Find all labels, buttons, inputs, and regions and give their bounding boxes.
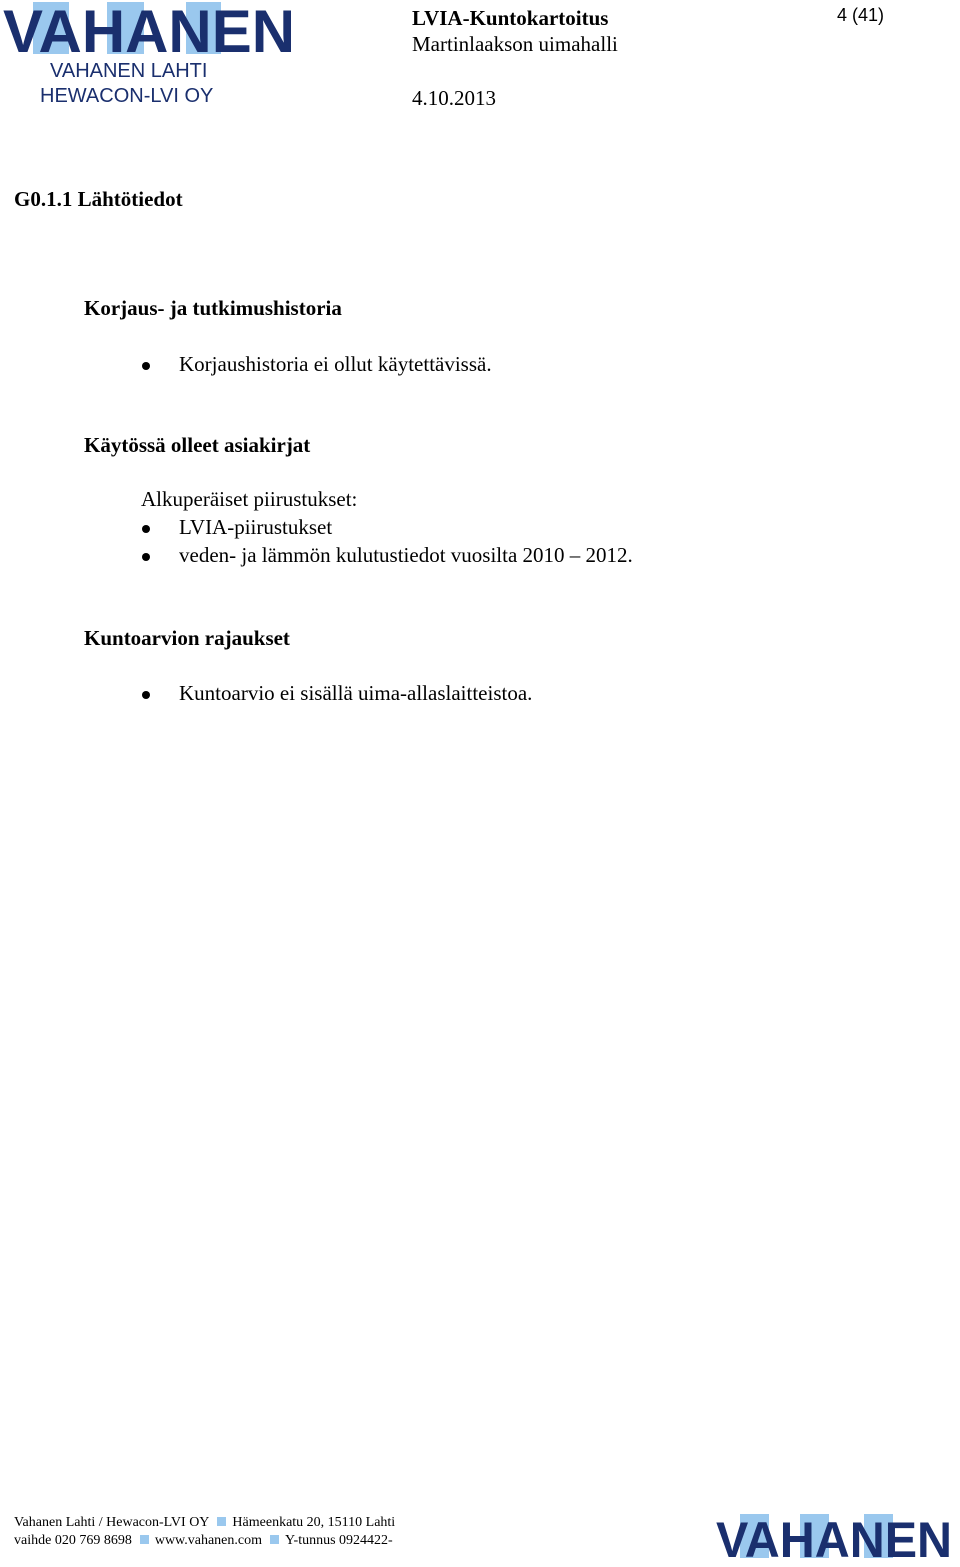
bullet-icon — [142, 553, 150, 561]
scope-heading: Kuntoarvion rajaukset — [84, 626, 290, 650]
footer-line-2 — [14, 1533, 393, 1549]
document-subtitle: Martinlaakson uimahalli — [412, 32, 618, 56]
documents-intro: Alkuperäiset piirustukset: — [141, 487, 358, 511]
vahanen-logo — [0, 0, 300, 62]
logo-line-2: HEWACON-LVI OY — [40, 85, 214, 107]
square-icon — [270, 1535, 279, 1544]
history-item: Korjaushistoria ei ollut käytettävissä. — [179, 352, 492, 376]
scope-item: Kuntoarvio ei sisällä uima-allaslaitteistoa. — [179, 681, 533, 705]
document-date: 4.10.2013 — [412, 86, 496, 110]
vahanen-footer-logo — [714, 1513, 956, 1561]
footer-address: Hämeenkatu 20, 15110 Lahti — [232, 1515, 396, 1530]
documents-item: veden- ja lämmön kulutustiedot vuosilta 2010 – 2012. — [179, 543, 633, 567]
documents-heading: Käytössä olleet asiakirjat — [84, 433, 311, 457]
documents-item: LVIA-piirustukset — [179, 515, 333, 539]
footer-company: Vahanen Lahti / Hewacon-LVI OY — [14, 1515, 210, 1530]
footer-web: www.vahanen.com — [154, 1533, 262, 1548]
bullet-icon — [142, 691, 150, 699]
history-heading: Korjaus- ja tutkimushistoria — [84, 296, 342, 320]
section-heading: G0.1.1 Lähtötiedot — [14, 187, 183, 211]
page-number: 4 (41) — [837, 5, 885, 25]
document-title: LVIA-Kuntokartoitus — [412, 6, 609, 30]
footer-phone: vaihde 020 769 8698 — [14, 1533, 132, 1548]
footer-logo-wordmark: VAHANEN — [716, 1513, 952, 1561]
bullet-icon — [142, 362, 150, 370]
bullet-icon — [142, 525, 150, 533]
logo-line-1: VAHANEN LAHTI — [50, 60, 208, 82]
square-icon — [217, 1517, 226, 1526]
footer-line-1 — [14, 1515, 395, 1531]
square-icon — [140, 1535, 149, 1544]
logo-wordmark: VAHANEN — [3, 0, 295, 62]
footer-business-id: Y-tunnus 0924422- — [285, 1533, 393, 1548]
